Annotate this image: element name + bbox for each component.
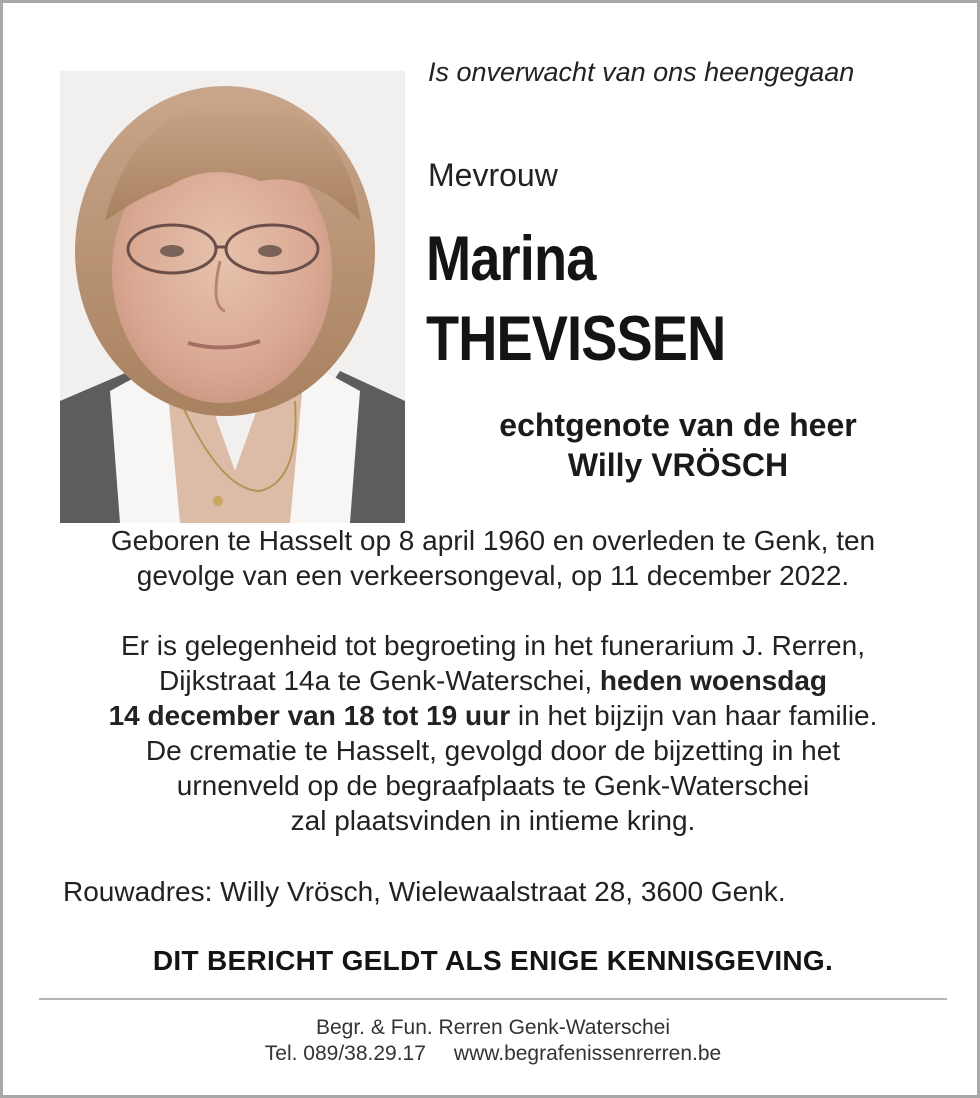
visitation-line-3-bold: 14 december van 18 tot 19 uur [108,700,511,731]
funeral-home-website: www.begrafenissenrerren.be [453,1042,722,1065]
spouse-line-2: Willy VRÖSCH [567,447,789,483]
portrait-image [60,71,405,523]
visitation-line-1: Er is gelegenheid tot begroeting in het funerarium J. Rerren, [121,630,865,661]
visitation-line-4: De crematie te Hasselt, gevolgd door de bijzetting in het [145,735,841,766]
mourning-address: Rouwadres: Willy Vrösch, Wielewaalstraat 28, 3600 Genk. [63,876,786,907]
visitation-line-5: urnenveld op de begraafplaats te Genk-Waterschei [176,770,810,801]
visitation-line-2-plain: Dijkstraat 14a te Genk-Waterschei, [158,665,600,696]
spouse-line-1: echtgenote van de heer [499,407,857,443]
birth-paragraph [23,523,963,593]
funeral-home-phone: Tel. 089/38.29.17 [264,1042,426,1065]
intro-text: Is onverwacht van ons heengegaan [428,57,855,87]
funeral-home-footer [23,1015,963,1067]
visitation-line-2-bold: heden woensdag [599,665,828,696]
notice-statement: DIT BERICHT GELDT ALS ENIGE KENNISGEVING. [152,945,834,976]
birth-line-1: Geboren te Hasselt op 8 april 1960 en overleden te Genk, ten [110,525,876,556]
visitation-paragraph [23,628,963,838]
visitation-line-3-plain: in het bijzijn van haar familie. [510,700,878,731]
visitation-line-2 [23,663,963,698]
deceased-last-name: THEVISSEN [426,304,726,374]
birth-line-2: gevolge van een verkeersongeval, op 11 december 2022. [136,560,850,591]
deceased-first-name: Marina [426,224,596,294]
spouse-block [433,405,923,485]
footer-divider [39,998,947,1000]
funeral-home-contact [23,1041,963,1067]
funeral-home-name: Begr. & Fun. Rerren Genk-Waterschei [315,1016,671,1039]
visitation-line-6: zal plaatsvinden in intieme kring. [290,805,696,836]
visitation-line-3 [23,698,963,733]
portrait-photo [60,71,405,523]
salutation: Mevrouw [428,157,558,193]
